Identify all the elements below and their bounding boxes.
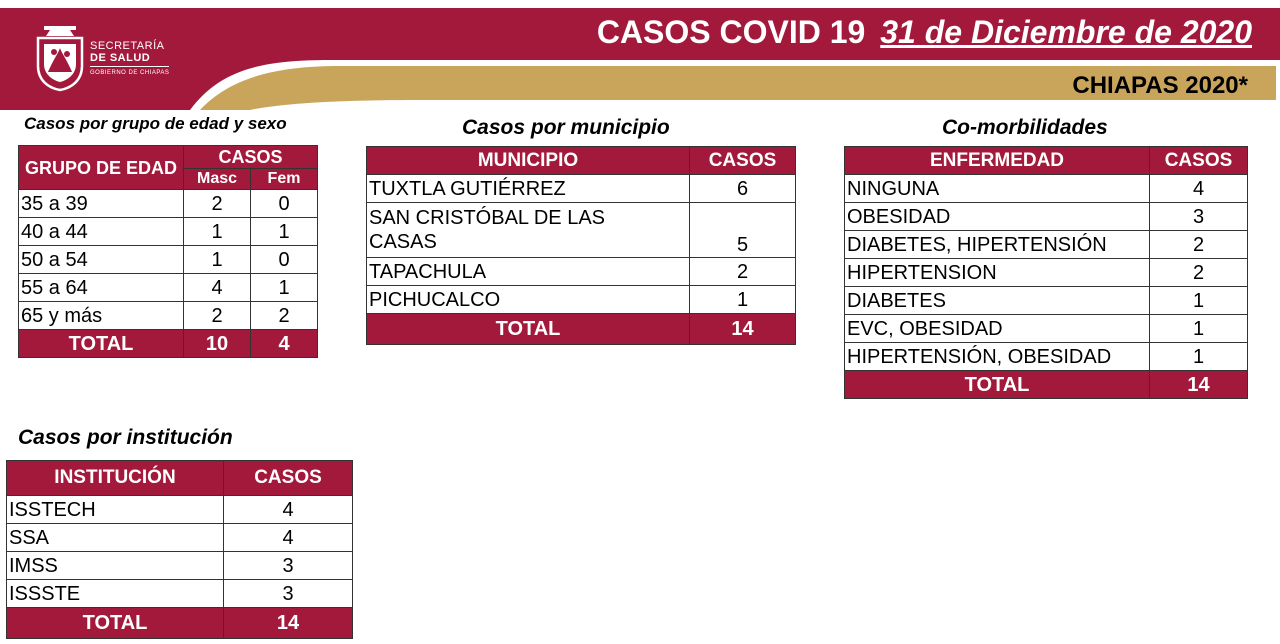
- table-edad-sexo: [18, 145, 318, 358]
- header-casos: CASOS: [224, 461, 353, 496]
- total-label: TOTAL: [367, 314, 690, 345]
- cell-enfermedad: HIPERTENSION: [845, 259, 1150, 287]
- header-banner: [0, 0, 1280, 110]
- cell-casos: 2: [690, 258, 796, 286]
- page-title-date: 31 de Diciembre de 2020: [880, 14, 1252, 50]
- table-row: [19, 218, 318, 246]
- cell-casos: 6: [690, 175, 796, 203]
- header-casos: CASOS: [1150, 147, 1248, 175]
- total-row: [845, 371, 1248, 399]
- table-row: [19, 274, 318, 302]
- total-casos: 14: [224, 608, 353, 639]
- table-row: [7, 496, 353, 524]
- cell-institucion: IMSS: [7, 552, 224, 580]
- table-row: [845, 175, 1248, 203]
- cell-enfermedad: DIABETES, HIPERTENSIÓN: [845, 231, 1150, 259]
- total-casos: 14: [1150, 371, 1248, 399]
- total-masc: 10: [184, 330, 251, 358]
- table-row: [19, 246, 318, 274]
- cell-group: 40 a 44: [19, 218, 184, 246]
- cell-masc: 1: [184, 246, 251, 274]
- header-municipio: MUNICIPIO: [367, 147, 690, 175]
- cell-enfermedad: NINGUNA: [845, 175, 1150, 203]
- table-row: [7, 580, 353, 608]
- cell-casos: 1: [690, 286, 796, 314]
- header-casos: CASOS: [184, 146, 318, 169]
- cell-fem: 2: [251, 302, 318, 330]
- table-row: [19, 302, 318, 330]
- page-title-main: CASOS COVID 19: [596, 14, 866, 50]
- total-row: [7, 608, 353, 639]
- cell-casos: 4: [224, 496, 353, 524]
- header-fem: Fem: [251, 169, 318, 190]
- cell-masc: 4: [184, 274, 251, 302]
- table-row: [845, 315, 1248, 343]
- cell-casos: 3: [1150, 203, 1248, 231]
- total-row: [19, 330, 318, 358]
- cell-casos: 2: [1150, 259, 1248, 287]
- section-title-edad: Casos por grupo de edad y sexo: [24, 114, 287, 133]
- cell-municipio-line1: SAN CRISTÓBAL DE LAS: [369, 207, 605, 229]
- cell-municipio-line2: CASAS: [369, 231, 437, 253]
- table-row: [845, 343, 1248, 371]
- page-subtitle: CHIAPAS 2020*: [1072, 72, 1248, 99]
- cell-institucion: SSA: [7, 524, 224, 552]
- cell-casos: 4: [224, 524, 353, 552]
- section-title-institucion: Casos por institución: [18, 426, 233, 449]
- cell-casos: 5: [690, 203, 796, 258]
- total-label: TOTAL: [19, 330, 184, 358]
- header-masc: Masc: [184, 169, 251, 190]
- cell-municipio: [367, 203, 690, 258]
- table-row: [845, 259, 1248, 287]
- section-title-municipio: Casos por municipio: [462, 116, 670, 139]
- cell-masc: 2: [184, 302, 251, 330]
- table-row: [845, 287, 1248, 315]
- cell-municipio: PICHUCALCO: [367, 286, 690, 314]
- header-grupo-edad: GRUPO DE EDAD: [19, 146, 184, 190]
- chiapas-coat-of-arms-logo: [34, 24, 86, 92]
- cell-enfermedad: OBESIDAD: [845, 203, 1150, 231]
- cell-masc: 2: [184, 190, 251, 218]
- table-row: [367, 175, 796, 203]
- table-row: [367, 258, 796, 286]
- cell-masc: 1: [184, 218, 251, 246]
- cell-group: 65 y más: [19, 302, 184, 330]
- cell-casos: 2: [1150, 231, 1248, 259]
- table-comorbilidades: [844, 146, 1248, 399]
- cell-casos: 1: [1150, 287, 1248, 315]
- cell-group: 35 a 39: [19, 190, 184, 218]
- table-row: [367, 286, 796, 314]
- cell-municipio: TAPACHULA: [367, 258, 690, 286]
- cell-group: 55 a 64: [19, 274, 184, 302]
- section-title-comorbilidades: Co-morbilidades: [942, 116, 1108, 139]
- table-row: [7, 524, 353, 552]
- logo-line-secretaria: SECRETARÍA: [90, 40, 165, 52]
- header-enfermedad: ENFERMEDAD: [845, 147, 1150, 175]
- page-title: [597, 14, 1252, 51]
- cell-casos: 3: [224, 552, 353, 580]
- cell-group: 50 a 54: [19, 246, 184, 274]
- cell-casos: 1: [1150, 343, 1248, 371]
- table-municipio: [366, 146, 796, 345]
- total-casos: 14: [690, 314, 796, 345]
- cell-enfermedad: DIABETES: [845, 287, 1150, 315]
- cell-enfermedad: EVC, OBESIDAD: [845, 315, 1150, 343]
- header-institucion: INSTITUCIÓN: [7, 461, 224, 496]
- table-row: [367, 203, 796, 258]
- cell-institucion: ISSTECH: [7, 496, 224, 524]
- cell-enfermedad: HIPERTENSIÓN, OBESIDAD: [845, 343, 1150, 371]
- cell-fem: 0: [251, 246, 318, 274]
- total-row: [367, 314, 796, 345]
- total-label: TOTAL: [845, 371, 1150, 399]
- total-label: TOTAL: [7, 608, 224, 639]
- cell-casos: 4: [1150, 175, 1248, 203]
- cell-casos: 1: [1150, 315, 1248, 343]
- logo-line-gobierno: GOBIERNO DE CHIAPAS: [90, 70, 170, 76]
- table-row: [7, 552, 353, 580]
- logo-line-de-salud: DE SALUD: [90, 52, 169, 67]
- cell-fem: 0: [251, 190, 318, 218]
- table-row: [19, 190, 318, 218]
- cell-institucion: ISSSTE: [7, 580, 224, 608]
- table-institucion: [6, 460, 353, 639]
- header-casos: CASOS: [690, 147, 796, 175]
- secretaria-de-salud-logo-text: [90, 40, 169, 76]
- table-row: [845, 203, 1248, 231]
- cell-fem: 1: [251, 274, 318, 302]
- cell-municipio: TUXTLA GUTIÉRREZ: [367, 175, 690, 203]
- cell-casos: 3: [224, 580, 353, 608]
- table-row: [845, 231, 1248, 259]
- total-fem: 4: [251, 330, 318, 358]
- cell-fem: 1: [251, 218, 318, 246]
